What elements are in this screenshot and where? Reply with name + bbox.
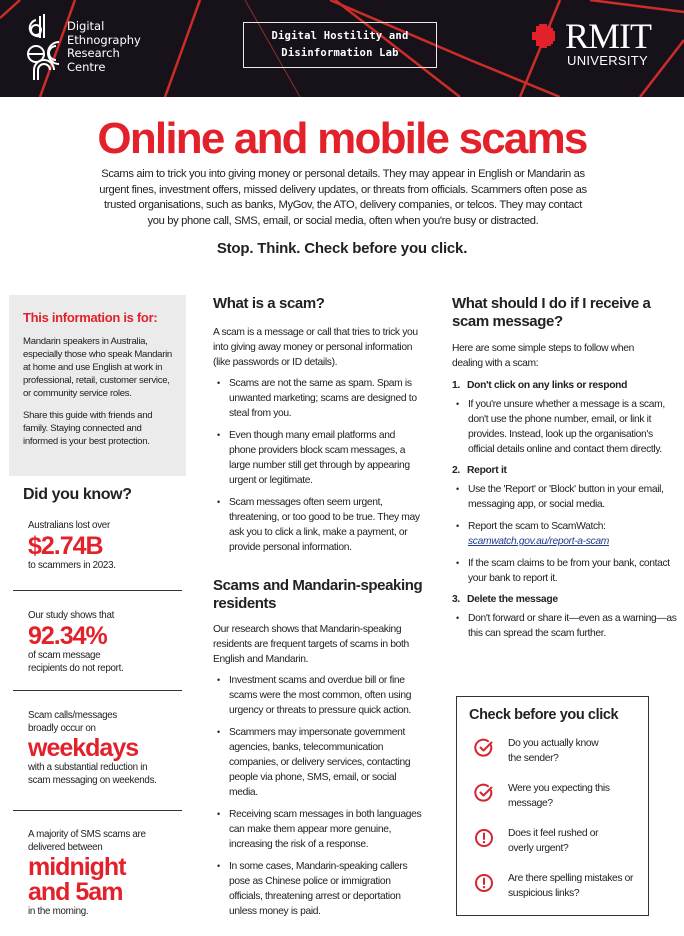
org-name-line: Digital bbox=[67, 19, 105, 33]
stat-post-text: of scam message recipients do not report. bbox=[28, 650, 124, 674]
check-circle-icon bbox=[474, 783, 494, 803]
audience-info-box bbox=[9, 295, 186, 476]
rmit-logo bbox=[527, 16, 667, 70]
rmit-university-label: UNIVERSITY bbox=[567, 53, 649, 68]
intro-paragraph: Scams aim to trick you into giving money or personal details. They may appear in English or Mandarin as urgent fines, investment offers, missed delivery updates, or threats from officials. Scammers often pose as trusted organisations, such as banks, MyGov, the ATO, delivery companies, or telcos. They may contact you by phone call, SMS, email, or social media, often when you're busy or distracted. bbox=[99, 168, 587, 227]
checklist-item bbox=[469, 736, 636, 768]
stat-pre-text: A majority of SMS scams are delivered between bbox=[28, 829, 146, 853]
decrc-logo-block bbox=[26, 12, 141, 82]
check-circle-icon bbox=[474, 738, 494, 758]
list-item bbox=[452, 519, 677, 549]
did-you-know-heading: Did you know? bbox=[23, 486, 132, 503]
scamwatch-link[interactable]: scamwatch.gov.au/report-a-scam bbox=[468, 536, 609, 547]
what-to-do-section bbox=[452, 295, 677, 648]
lab-name-box bbox=[243, 22, 437, 68]
list-item: • Scam messages often seem urgent, threatening, or too good to be true. They may ask you to click a link, make a payment, or provide personal information. bbox=[213, 495, 423, 555]
stat-figure: midnight and 5am bbox=[28, 853, 126, 906]
list-item: • In some cases, Mandarin-speaking callers pose as Chinese police or immigration officials, threatening arrest or deportation unless money is paid. bbox=[213, 859, 423, 919]
list-item: • If you're unsure whether a message is a scam, don't use the phone number, email, or link it provides. Instead, look up the organisation's official details online and contact them directly. bbox=[452, 397, 677, 457]
what-to-do-heading: What should I do if I receive a scam message? bbox=[452, 295, 651, 330]
stat-pre-text: Australians lost over bbox=[28, 520, 110, 531]
stat-divider bbox=[13, 590, 182, 591]
checklist-item bbox=[469, 781, 636, 813]
step-list bbox=[452, 482, 677, 586]
stat-figure: $2.74B bbox=[28, 532, 103, 560]
stat-figure: 92.34% bbox=[28, 622, 107, 650]
list-item: • Scams are not the same as spam. Spam is unwanted marketing; scams are designed to steal from you. bbox=[213, 376, 423, 421]
step-heading bbox=[452, 379, 677, 393]
checklist-text: Does it feel rushed or overly urgent? bbox=[508, 828, 599, 854]
list-item: • Even though many email platforms and phone providers block scam messages, a large number still get through by appearing urgent or legitimate. bbox=[213, 428, 423, 488]
checklist-title: Check before you click bbox=[469, 707, 619, 723]
lab-name-line: Digital Hostility and bbox=[271, 30, 409, 42]
audience-title: This information is for: bbox=[23, 310, 158, 325]
step-title: Don't click on any links or respond bbox=[467, 380, 628, 391]
header-banner bbox=[0, 0, 684, 97]
checklist-item bbox=[469, 826, 636, 858]
stat-divider bbox=[13, 690, 182, 691]
step-list bbox=[452, 397, 677, 457]
step-number: 2. bbox=[452, 465, 460, 476]
decrc-name bbox=[67, 20, 141, 74]
step-title: Report it bbox=[467, 465, 507, 476]
stat-post-text: with a substantial reduction in scam messaging on weekends. bbox=[28, 762, 157, 786]
stat-block bbox=[28, 519, 188, 572]
mandarin-heading: Scams and Mandarin-speaking residents bbox=[213, 577, 423, 612]
stat-figure: weekdays bbox=[28, 734, 139, 762]
what-to-do-intro: Here are some simple steps to follow when dealing with a scam: bbox=[452, 343, 634, 369]
stat-block bbox=[28, 709, 188, 787]
page-title: Online and mobile scams bbox=[97, 114, 587, 163]
org-name-line: Ethnography bbox=[67, 32, 141, 47]
checklist-text: Do you actually know the sender? bbox=[508, 738, 599, 764]
step-heading bbox=[452, 464, 677, 478]
list-item: • Investment scams and overdue bill or fine scams were the most common, often using urgency or threats to pressure quick action. bbox=[213, 673, 423, 718]
list-item: • If the scam claims to be from your bank, contact your bank to report it. bbox=[452, 556, 677, 586]
tagline: Stop. Think. Check before you click. bbox=[216, 240, 468, 257]
mandarin-intro: Our research shows that Mandarin-speaking residents are frequent targets of scams in both English and Mandarin. bbox=[213, 624, 409, 665]
list-item: • Receiving scam messages in both languages can make them appear more genuine, increasing the risk of a response. bbox=[213, 807, 423, 852]
audience-paragraph: Mandarin speakers in Australia, especially those who speak Mandarin at home and use English at work in professional, retail, customer service, or community service roles. bbox=[23, 336, 172, 399]
list-item: • Use the 'Report' or 'Block' button in your email, messaging app, or social media. bbox=[452, 482, 677, 512]
stat-block bbox=[28, 828, 188, 918]
what-is-scam-heading: What is a scam? bbox=[213, 295, 325, 312]
org-name-line: Centre bbox=[67, 59, 106, 74]
decrc-logo-icon bbox=[26, 12, 62, 82]
what-is-scam-list bbox=[213, 376, 423, 555]
checklist-item bbox=[469, 871, 636, 903]
mandarin-list bbox=[213, 673, 423, 919]
step-list bbox=[452, 611, 677, 641]
stat-pre-text: Scam calls/messages broadly occur on bbox=[28, 710, 118, 734]
stat-post-text: to scammers in 2023. bbox=[28, 560, 116, 571]
list-item: • Don't forward or share it—even as a warning—as this can spread the scam further. bbox=[452, 611, 677, 641]
what-is-scam-intro: A scam is a message or call that tries to trick you into giving away money or personal information (like passwords or ID details). bbox=[213, 327, 418, 368]
stat-block bbox=[28, 609, 188, 675]
stat-post-text: in the morning. bbox=[28, 906, 89, 917]
stat-divider bbox=[13, 810, 182, 811]
list-item: • Scammers may impersonate government agencies, banks, telecommunication companies, or delivery services, contacting people via phone, SMS, email, or social media. bbox=[213, 725, 423, 800]
rmit-wordmark: RMIT bbox=[565, 16, 651, 56]
what-is-scam-section bbox=[213, 295, 423, 562]
stat-pre-text: Our study shows that bbox=[28, 610, 115, 621]
checklist-text: Are there spelling mistakes or suspicious links? bbox=[508, 873, 634, 899]
rmit-pixel-dot-icon bbox=[529, 24, 557, 48]
alert-circle-icon bbox=[474, 828, 494, 848]
lab-name-line: Disinformation Lab bbox=[281, 47, 399, 59]
checklist-text: Were you expecting this message? bbox=[508, 783, 610, 809]
step-number: 1. bbox=[452, 380, 460, 391]
step-heading bbox=[452, 593, 677, 607]
alert-circle-icon bbox=[474, 873, 494, 893]
step-title: Delete the message bbox=[467, 594, 558, 605]
share-paragraph: Share this guide with friends and family. Staying connected and informed is your best protection. bbox=[23, 410, 153, 447]
checklist-box bbox=[456, 696, 649, 916]
list-item-text: Report the scam to ScamWatch: bbox=[468, 521, 606, 532]
org-name-line: Research bbox=[67, 46, 120, 60]
step-number: 3. bbox=[452, 594, 460, 605]
mandarin-section bbox=[213, 577, 423, 926]
